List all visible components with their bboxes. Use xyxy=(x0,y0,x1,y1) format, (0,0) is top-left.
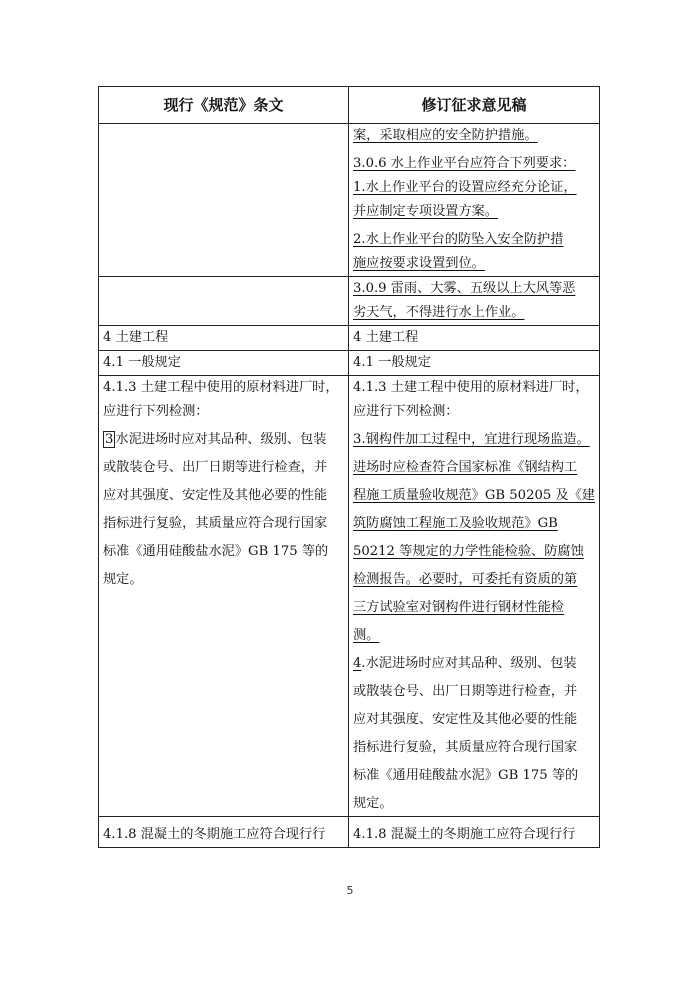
cell-clause-4-1-8-revision: 4.1.8 混凝土的冬期施工应符合现行行 xyxy=(349,817,600,848)
header-current-clause: 现行《规范》条文 xyxy=(99,87,349,124)
item-4-line xyxy=(353,652,595,676)
table-row xyxy=(99,277,600,326)
table-row xyxy=(99,817,600,848)
clause-line: 或散装仓号、出厂日期等进行检查，并 xyxy=(103,460,328,475)
item-text: 水泥进场时应对其品种、级别、包装 xyxy=(115,432,327,447)
table-row xyxy=(99,124,600,277)
revision-line: 并应制定专项设置方案。 xyxy=(353,204,499,219)
clause-line: 指标进行复验，其质量应符合现行国家 xyxy=(103,516,328,531)
revision-line: 2.水上作业平台的防坠入安全防护措 xyxy=(353,232,564,247)
cell-current-empty xyxy=(99,277,349,326)
new-item-line: 50212 等规定的力学性能检验、防腐蚀 xyxy=(353,544,584,559)
comparison-table xyxy=(98,86,600,848)
clause-line: 指标进行复验，其质量应符合现行国家 xyxy=(353,740,578,755)
cell-section-4-1-current: 4.1 一般规定 xyxy=(99,351,349,376)
clause-line: 标准《通用硅酸盐水泥》GB 175 等的 xyxy=(103,544,329,559)
new-item-line: 进场时应检查符合国家标准《钢结构工 xyxy=(353,460,578,475)
new-item-3-line: 3.钢构件加工过程中，宜进行现场监造。 xyxy=(353,432,590,447)
revision-line: 案，采取相应的安全防护措施。 xyxy=(353,128,538,143)
table-row xyxy=(99,326,600,351)
clause-line: 应进行下列检测： xyxy=(103,404,209,419)
item-3-line xyxy=(103,428,344,452)
clause-line: 4.1.3 土建工程中使用的原材料进厂时， xyxy=(353,380,589,395)
cell-section-4-current: 4 土建工程 xyxy=(99,326,349,351)
cell-revision xyxy=(349,124,600,277)
clause-line: 规定。 xyxy=(103,572,143,587)
cell-clause-4-1-3-revision xyxy=(349,376,600,817)
cell-section-4-revision: 4 土建工程 xyxy=(349,326,600,351)
new-item-line: 测。 xyxy=(353,628,380,643)
clause-line: 或散装仓号、出厂日期等进行检查，并 xyxy=(353,684,578,699)
cell-clause-4-1-8-current: 4.1.8 混凝土的冬期施工应符合现行行 xyxy=(99,817,349,848)
item-number-box: 3 xyxy=(105,432,114,447)
table-row xyxy=(99,351,600,376)
page-number: 5 xyxy=(346,884,354,897)
revision-line: 劣天气，不得进行水上作业。 xyxy=(353,305,525,320)
new-item-line: 程施工质量验收规范》GB 50205 及《建 xyxy=(353,488,595,503)
table-row xyxy=(99,376,600,817)
new-item-line: 三方试验室对钢构件进行钢材性能检 xyxy=(353,600,564,615)
cell-clause-4-1-3-current xyxy=(99,376,349,817)
new-item-line: 筑防腐蚀工程施工及验收规范》GB xyxy=(353,516,558,531)
clause-line: 规定。 xyxy=(353,796,393,811)
clause-line: 应进行下列检测： xyxy=(353,404,459,419)
header-revision-draft: 修订征求意见稿 xyxy=(349,87,600,124)
clause-line: 4.1.3 土建工程中使用的原材料进厂时， xyxy=(103,380,339,395)
item-text: .水泥进场时应对其品种、级别、包装 xyxy=(361,656,577,671)
item-number: 4 xyxy=(353,656,362,671)
table-header-row xyxy=(99,87,600,124)
clause-line: 应对其强度、安定性及其他必要的性能 xyxy=(103,488,328,503)
revision-line: 1.水上作业平台的设置应经充分论证， xyxy=(353,180,577,195)
clause-3-0-6: 3.0.6 水上作业平台应符合下列要求： xyxy=(353,156,576,171)
clause-line: 标准《通用硅酸盐水泥》GB 175 等的 xyxy=(353,768,579,783)
cell-current-empty xyxy=(99,124,349,277)
clause-line: 应对其强度、安定性及其他必要的性能 xyxy=(353,712,578,727)
cell-section-4-1-revision: 4.1 一般规定 xyxy=(349,351,600,376)
new-item-line: 检测报告。必要时，可委托有资质的第 xyxy=(353,572,578,587)
revision-line: 施应按要求设置到位。 xyxy=(353,256,485,271)
clause-3-0-9: 3.0.9 雷雨、大雾、五级以上大风等恶 xyxy=(353,281,576,296)
cell-revision xyxy=(349,277,600,326)
